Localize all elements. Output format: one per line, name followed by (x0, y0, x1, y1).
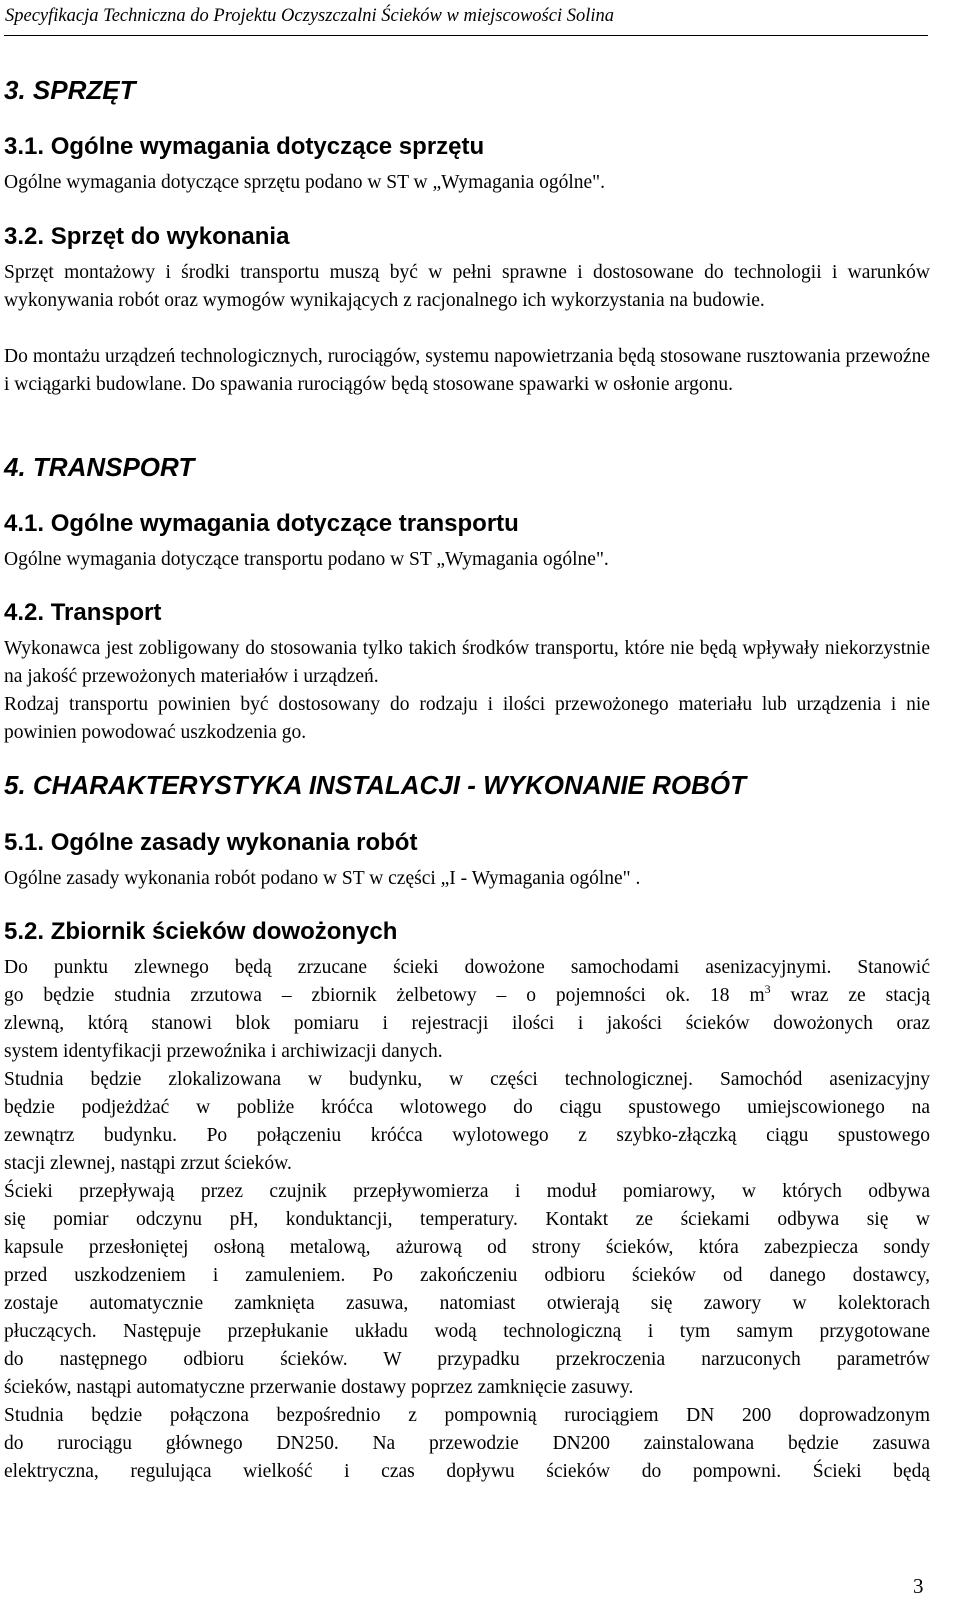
body-line: Studnia będzie zlokalizowana w budynku, w części technologicznej. Samochód asenizacyjny (4, 1069, 930, 1090)
section-3-2-heading: 3.2. Sprzęt do wykonania (4, 223, 290, 250)
body-line: system identyfikacji przewoźnika i archiwizacji danych. (4, 1041, 443, 1062)
running-header: Specyfikacja Techniczna do Projektu Oczyszczalni Ścieków w miejscowości Solina (5, 6, 615, 26)
body-line: elektryczna, regulująca wielkość i czas dopływu ścieków do pompowni. Ścieki będą (4, 1461, 930, 1482)
body-line-part: wraz ze stacją (770, 985, 930, 1006)
section-4-heading: 4. TRANSPORT (4, 452, 195, 482)
body-line: do następnego odbioru ścieków. W przypadku przekroczenia narzuconych parametrów (4, 1349, 930, 1370)
section-4-2-paragraph-2: Rodzaj transportu powinien być dostosowany do rodzaju i ilości przewożonego materiału lub urządzenia i nie powinien powodować uszkodzenia go. (4, 694, 930, 743)
page-number: 3 (913, 1574, 924, 1598)
section-4-1-heading: 4.1. Ogólne wymagania dotyczące transportu (4, 510, 519, 537)
body-line: będzie podjeżdżać w pobliże króćca wlotowego do ciągu spustowego umiejscowionego na (4, 1097, 930, 1118)
section-5-1-heading: 5.1. Ogólne zasady wykonania robót (4, 829, 418, 856)
body-line: kapsule przesłoniętej osłoną metalową, ażurową od strony ścieków, która zabezpiecza sondy (4, 1237, 930, 1258)
body-line: Do punktu zlewnego będą zrzucane ścieki dowożone samochodami asenizacyjnymi. Stanowić (4, 957, 930, 978)
section-3-heading: 3. SPRZĘT (4, 75, 136, 105)
section-4-2-heading: 4.2. Transport (4, 599, 162, 626)
section-4-1-text: Ogólne wymagania dotyczące transportu podano w ST „Wymagania ogólne". (4, 549, 609, 570)
section-3-1-heading: 3.1. Ogólne wymagania dotyczące sprzętu (4, 133, 485, 160)
section-5-heading: 5. CHARAKTERYSTYKA INSTALACJI - WYKONANIE ROBÓT (4, 770, 746, 800)
body-line: zlewną, którą stanowi blok pomiaru i rejestracji ilości i jakości ścieków dowożonych oraz (4, 1013, 930, 1034)
superscript-exponent: 3 (764, 982, 771, 996)
section-4-2-paragraph-1: Wykonawca jest zobligowany do stosowania tylko takich środków transportu, które nie będą wpływały niekorzystnie na jakość przewożonych materiałów i urządzeń. (4, 638, 930, 687)
body-line: się pomiar odczynu pH, konduktancji, temperatury. Kontakt ze ściekami odbywa się w (4, 1209, 930, 1230)
body-line: ścieków, nastąpi automatyczne przerwanie dostawy poprzez zamknięcie zasuwy. (4, 1377, 634, 1398)
body-line-with-superscript (4, 982, 930, 1010)
section-5-2-heading: 5.2. Zbiornik ścieków dowożonych (4, 918, 398, 945)
body-line: zewnątrz budynku. Po połączeniu króćca wylotowego z szybko-złączką ciągu spustowego (4, 1125, 930, 1146)
body-line: płuczących. Następuje przepłukanie układu wodą technologiczną i tym samym przygotowane (4, 1321, 930, 1342)
body-line: do rurociągu głównego DN250. Na przewodzie DN200 zainstalowana będzie zasuwa (4, 1433, 930, 1454)
section-5-1-text: Ogólne zasady wykonania robót podano w ST w części „I - Wymagania ogólne" . (4, 868, 641, 889)
section-3-2-paragraph-1: Sprzęt montażowy i środki transportu muszą być w pełni sprawne i dostosowane do technologii i warunków wykonywania robót oraz wymogów wynikających z racjonalnego ich wykorzystania na budowie. (4, 262, 930, 311)
body-line-part: go będzie studnia zrzutowa – zbiornik żelbetowy – o pojemności ok. 18 m (4, 985, 765, 1006)
body-line: stacji zlewnej, nastąpi zrzut ścieków. (4, 1153, 292, 1174)
body-line: przed uszkodzeniem i zamuleniem. Po zakończeniu odbioru ścieków od danego dostawcy, (4, 1265, 930, 1286)
body-line: Ścieki przepływają przez czujnik przepływomierza i moduł pomiarowy, w których odbywa (4, 1181, 930, 1202)
header-rule (4, 35, 928, 36)
section-3-1-text: Ogólne wymagania dotyczące sprzętu podano w ST w „Wymagania ogólne". (4, 172, 605, 193)
section-3-2-paragraph-2: Do montażu urządzeń technologicznych, rurociągów, systemu napowietrzania będą stosowane rusztowania przewoźne i wciągarki budowlane. Do spawania rurociągów będą stosowane spawarki w osłonie argonu. (4, 346, 930, 395)
body-line: Studnia będzie połączona bezpośrednio z pompownią rurociągiem DN 200 doprowadzonym (4, 1405, 930, 1426)
body-line: zostaje automatycznie zamknięta zasuwa, natomiast otwierają się zawory w kolektorach (4, 1293, 930, 1314)
